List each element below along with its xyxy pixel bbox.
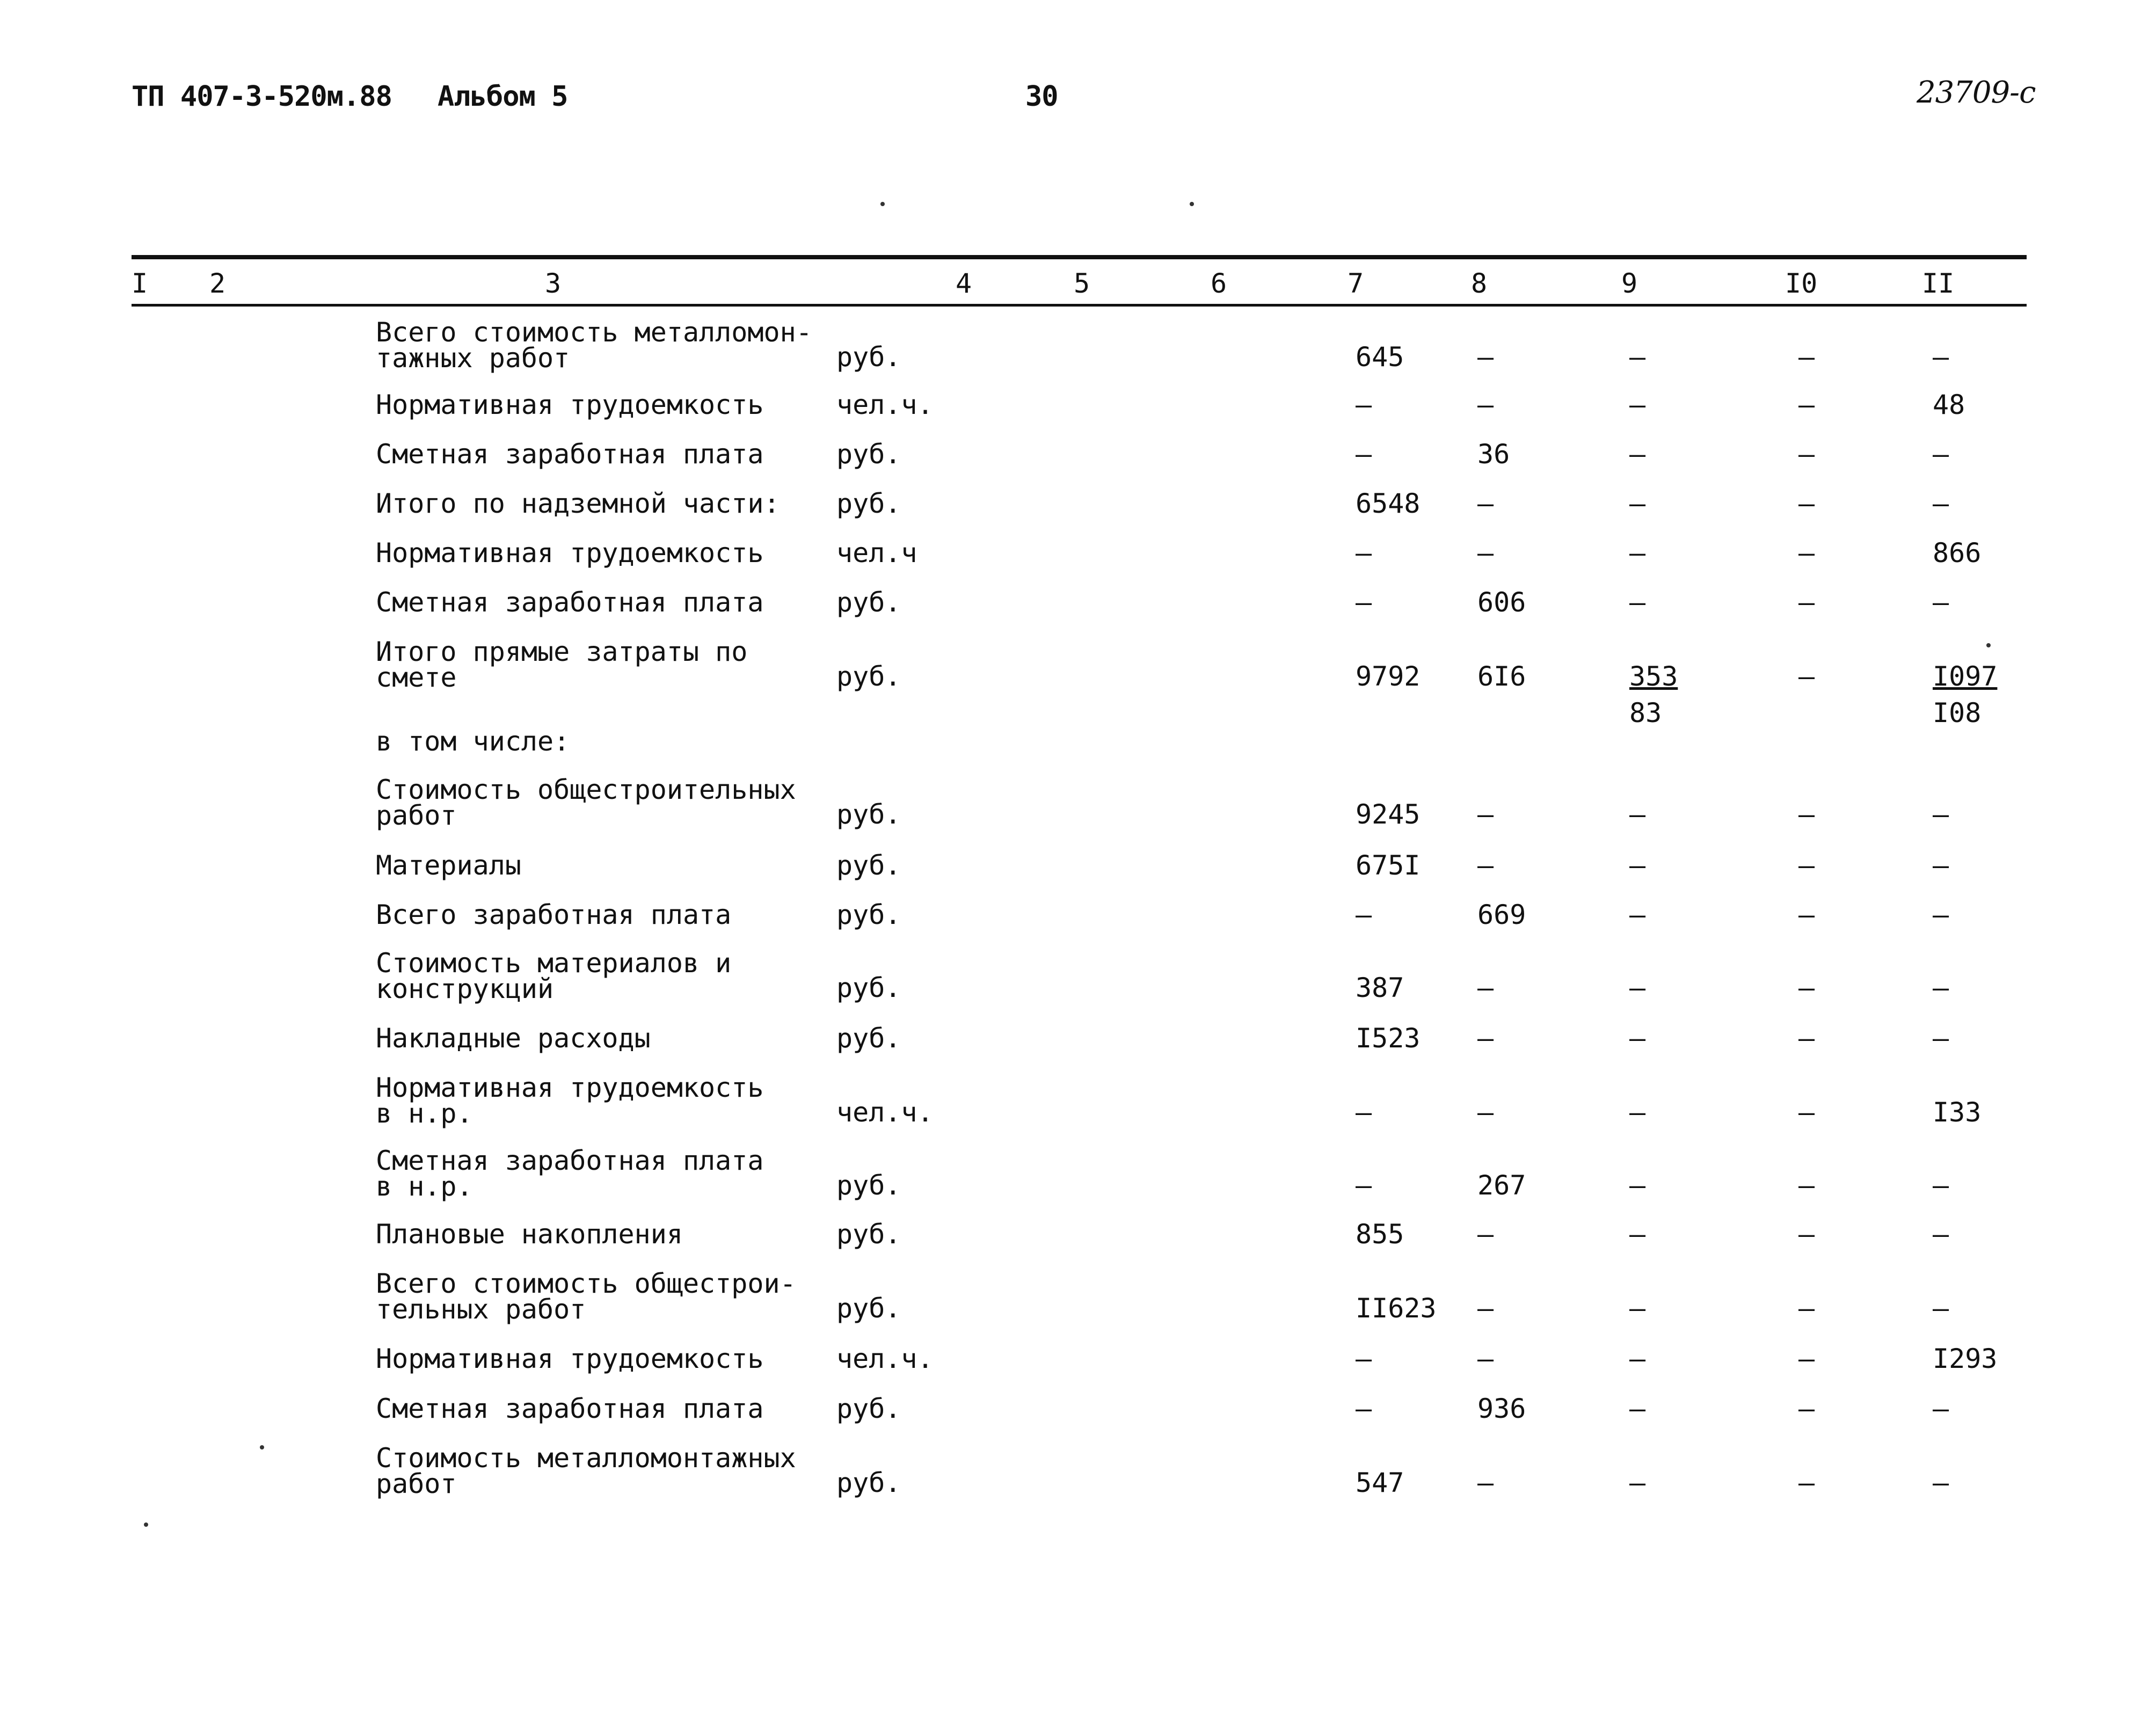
col11-value: – — [1933, 1293, 1949, 1324]
col11-value: I097 — [1933, 661, 1998, 692]
col9-value: – — [1629, 587, 1646, 618]
col9-value: – — [1629, 1097, 1646, 1128]
col10-value: – — [1798, 587, 1815, 618]
col7-value: I523 — [1356, 1023, 1421, 1054]
col10-value: – — [1798, 661, 1815, 692]
col11-value: – — [1933, 439, 1949, 470]
col10-value: – — [1798, 488, 1815, 519]
item-name: Материалы — [376, 850, 521, 881]
item-name: Нормативная трудоемкость — [376, 389, 764, 420]
column-number-4: 4 — [956, 268, 972, 299]
item-name: Нормативная трудоемкость — [376, 1343, 764, 1374]
column-number-10: I0 — [1785, 268, 1818, 299]
col9-subvalue: 83 — [1629, 697, 1662, 728]
column-number-3: 3 — [545, 268, 562, 299]
unit-cell: руб. — [836, 1023, 901, 1054]
col8-value: – — [1477, 1343, 1494, 1374]
item-name: Стоимость металломонтажных работ — [376, 1443, 796, 1499]
col10-value: – — [1798, 972, 1815, 1003]
scan-speck — [1986, 643, 1991, 647]
col9-value: – — [1629, 1467, 1646, 1498]
col11-value: – — [1933, 1219, 1949, 1250]
scan-speck — [260, 1445, 264, 1449]
col10-value: – — [1798, 1343, 1815, 1374]
item-name: Стоимость общестроительных работ — [376, 774, 796, 831]
col11-value: – — [1933, 1023, 1949, 1054]
col7-value: – — [1356, 1393, 1372, 1424]
item-name: Всего заработная плата — [376, 899, 732, 930]
unit-cell: руб. — [836, 661, 901, 692]
table-top-rule — [132, 255, 2027, 259]
column-number-2: 2 — [209, 268, 226, 299]
col10-value: – — [1798, 537, 1815, 569]
item-name: Нормативная трудоемкость в н.р. — [376, 1072, 764, 1129]
col11-value: – — [1933, 899, 1949, 930]
col7-value: – — [1356, 587, 1372, 618]
col7-value: – — [1356, 899, 1372, 930]
col11-value: 48 — [1933, 389, 1965, 420]
col10-value: – — [1798, 1467, 1815, 1498]
col10-value: – — [1798, 1293, 1815, 1324]
item-name: Накладные расходы — [376, 1023, 651, 1054]
column-number-7: 7 — [1348, 268, 1364, 299]
col9-value: – — [1629, 1023, 1646, 1054]
col10-value: – — [1798, 799, 1815, 830]
col7-value: II623 — [1356, 1293, 1437, 1324]
col7-value: 9792 — [1356, 661, 1421, 692]
col9-value: – — [1629, 1343, 1646, 1374]
unit-cell: руб. — [836, 1219, 901, 1250]
col9-value: – — [1629, 972, 1646, 1003]
col10-value: – — [1798, 899, 1815, 930]
col7-value: – — [1356, 1170, 1372, 1201]
unit-cell: руб. — [836, 587, 901, 618]
col9-value: – — [1629, 1170, 1646, 1201]
col8-value: – — [1477, 537, 1494, 569]
col8-value: – — [1477, 850, 1494, 881]
col11-value: 866 — [1933, 537, 1982, 569]
unit-cell: руб. — [836, 899, 901, 930]
col7-value: 9245 — [1356, 799, 1421, 830]
item-name: Сметная заработная плата — [376, 587, 764, 618]
scan-speck — [880, 202, 885, 206]
unit-cell: руб. — [836, 1393, 901, 1424]
page-number: 30 — [1025, 81, 1058, 113]
item-name: Плановые накопления — [376, 1219, 683, 1250]
col10-value: – — [1798, 1219, 1815, 1250]
unit-cell: руб. — [836, 341, 901, 373]
scan-speck — [144, 1522, 148, 1527]
unit-cell: руб. — [836, 799, 901, 830]
item-name: Всего стоимость общестрои- тельных работ — [376, 1268, 796, 1325]
col8-value: – — [1477, 1023, 1494, 1054]
unit-cell: чел.ч. — [836, 389, 934, 420]
item-name: Стоимость материалов и конструкций — [376, 948, 732, 1004]
col8-value: – — [1477, 1293, 1494, 1324]
column-number-9: 9 — [1621, 268, 1638, 299]
column-number-5: 5 — [1074, 268, 1090, 299]
col10-value: – — [1798, 389, 1815, 420]
col10-value: – — [1798, 1023, 1815, 1054]
item-name: Всего стоимость металломон- тажных работ — [376, 317, 812, 374]
unit-cell: чел.ч. — [836, 1097, 934, 1128]
col11-value: – — [1933, 799, 1949, 830]
col10-value: – — [1798, 1097, 1815, 1128]
col7-value: 855 — [1356, 1219, 1404, 1250]
col9-value: – — [1629, 439, 1646, 470]
col8-value: – — [1477, 972, 1494, 1003]
col8-value: 6I6 — [1477, 661, 1526, 692]
col9-value: 353 — [1629, 661, 1678, 692]
col11-subvalue: I08 — [1933, 697, 1982, 728]
col9-value: – — [1629, 1393, 1646, 1424]
item-name: Сметная заработная плата — [376, 1393, 764, 1424]
col11-value: – — [1933, 850, 1949, 881]
col8-value: – — [1477, 1097, 1494, 1128]
doc-code: ТП 407-3-520м.88 — [132, 81, 392, 113]
column-number-8: 8 — [1471, 268, 1488, 299]
col11-value: – — [1933, 587, 1949, 618]
unit-cell: руб. — [836, 850, 901, 881]
item-name: Сметная заработная плата в н.р. — [376, 1145, 764, 1202]
col9-value: – — [1629, 850, 1646, 881]
col7-value: 6548 — [1356, 488, 1421, 519]
col8-value: 606 — [1477, 587, 1526, 618]
col11-value: – — [1933, 1170, 1949, 1201]
col8-value: 267 — [1477, 1170, 1526, 1201]
col7-value: 387 — [1356, 972, 1404, 1003]
unit-cell: чел.ч — [836, 537, 917, 569]
col7-value: – — [1356, 537, 1372, 569]
col7-value: 645 — [1356, 341, 1404, 373]
col7-value: – — [1356, 1097, 1372, 1128]
unit-cell: руб. — [836, 1293, 901, 1324]
col11-value: – — [1933, 341, 1949, 373]
col9-value: – — [1629, 899, 1646, 930]
scan-speck — [1190, 202, 1194, 206]
col10-value: – — [1798, 1170, 1815, 1201]
col9-value: – — [1629, 488, 1646, 519]
col8-value: 936 — [1477, 1393, 1526, 1424]
col11-value: I33 — [1933, 1097, 1982, 1128]
unit-cell: чел.ч. — [836, 1343, 934, 1374]
table-header-rule — [132, 304, 2027, 307]
unit-cell: руб. — [836, 1170, 901, 1201]
unit-cell: руб. — [836, 488, 901, 519]
item-name: Итого прямые затраты по смете — [376, 636, 748, 693]
unit-cell: руб. — [836, 972, 901, 1003]
col11-value: – — [1933, 1467, 1949, 1498]
item-name: Нормативная трудоемкость — [376, 537, 764, 569]
col9-value: – — [1629, 799, 1646, 830]
col8-value: – — [1477, 799, 1494, 830]
col9-value: – — [1629, 1293, 1646, 1324]
col8-value: – — [1477, 1467, 1494, 1498]
inventory-number: 23709-с — [1917, 75, 2036, 110]
item-name: Итого по надземной части: — [376, 488, 780, 519]
col8-value: 36 — [1477, 439, 1510, 470]
col7-value: – — [1356, 389, 1372, 420]
col8-value: – — [1477, 389, 1494, 420]
album-label: Альбом 5 — [438, 81, 568, 113]
col9-value: – — [1629, 1219, 1646, 1250]
col9-value: – — [1629, 341, 1646, 373]
col8-value: – — [1477, 488, 1494, 519]
item-name: в том числе: — [376, 726, 570, 757]
item-name: Сметная заработная плата — [376, 439, 764, 470]
col7-value: 675I — [1356, 850, 1421, 881]
column-number-11: II — [1922, 268, 1955, 299]
col10-value: – — [1798, 341, 1815, 373]
col7-value: – — [1356, 439, 1372, 470]
col11-value: – — [1933, 1393, 1949, 1424]
col10-value: – — [1798, 1393, 1815, 1424]
col11-value: I293 — [1933, 1343, 1998, 1374]
col8-value: – — [1477, 341, 1494, 373]
column-number-1: I — [132, 268, 148, 299]
col10-value: – — [1798, 850, 1815, 881]
col11-value: – — [1933, 488, 1949, 519]
unit-cell: руб. — [836, 439, 901, 470]
col8-value: – — [1477, 1219, 1494, 1250]
col7-value: 547 — [1356, 1467, 1404, 1498]
col9-value: – — [1629, 537, 1646, 569]
col7-value: – — [1356, 1343, 1372, 1374]
col8-value: 669 — [1477, 899, 1526, 930]
unit-cell: руб. — [836, 1467, 901, 1498]
col10-value: – — [1798, 439, 1815, 470]
column-number-6: 6 — [1211, 268, 1227, 299]
col9-value: – — [1629, 389, 1646, 420]
col11-value: – — [1933, 972, 1949, 1003]
